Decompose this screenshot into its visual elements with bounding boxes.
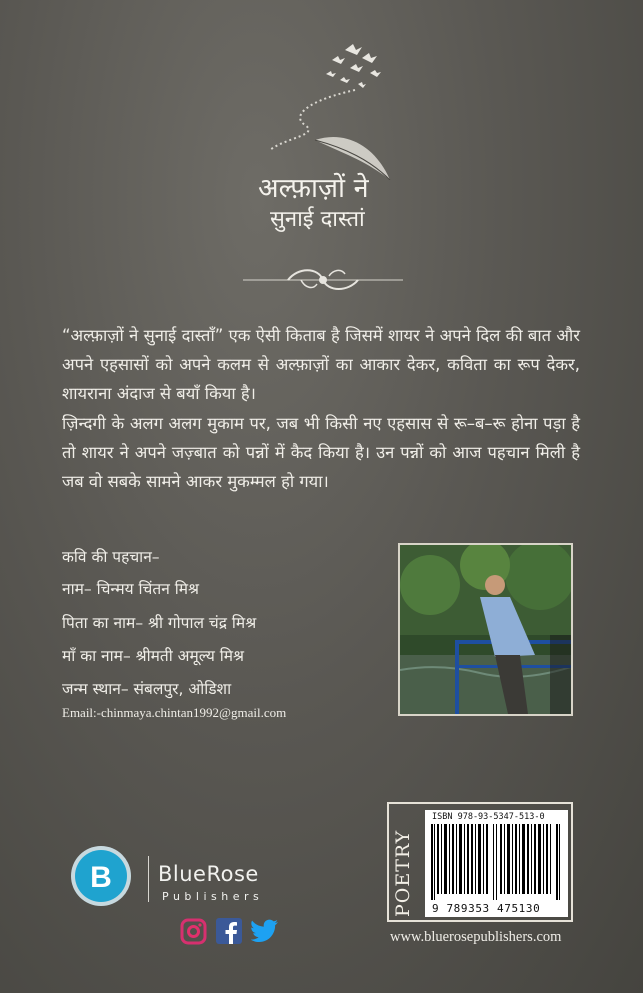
barcode-digits: 9 789353 475130 xyxy=(432,902,541,915)
barcode-bars xyxy=(431,824,562,900)
blurb-paragraph-1: “अल्फ़ाज़ों ने सुनाई दास्ताँ” एक ऐसी किताब है जिसमें शायर ने अपने दिल की बात और अपने एहसासों को अपने कलम से अल्फ़ाज़ों का आकार देकर, कविता का रूप देकर, शायराना अंदाज से बयाँ किया है। xyxy=(62,326,580,403)
poet-email: Email:-chinmaya.chintan1992@gmail.com xyxy=(62,705,287,720)
logo-letter: B xyxy=(90,861,112,894)
title-emblem xyxy=(250,40,400,180)
publisher-name: BlueRose xyxy=(158,862,259,886)
publisher-subtitle: Publishers xyxy=(162,890,264,903)
barcode xyxy=(425,810,568,917)
isbn-number: ISBN 978-93-5347-513-0 xyxy=(432,812,545,822)
ornamental-divider xyxy=(243,262,403,298)
poet-mother: माँ का नाम– श्रीमती अमूल्य मिश्र xyxy=(62,647,245,665)
birds-icon xyxy=(326,44,381,88)
poet-birthplace: जन्म स्थान– संबलपुर, ओडिशा xyxy=(62,680,232,698)
publisher-website: www.bluerosepublishers.com xyxy=(390,929,562,945)
genre-label: POETRY xyxy=(392,829,414,917)
blurb-paragraph-2: ज़िन्दगी के अलग अलग मुकाम पर, जब भी किसी नए एहसास से रू–ब–रू होना पड़ा है तो शायर ने अपने जज़्बात को पन्नों में कैद किया है। उन पन्नों को आज पहचान मिली है जब वो सबके सामने आकर मुकम्मल हो गया। xyxy=(62,414,580,491)
author-photo xyxy=(398,543,573,716)
poet-heading: कवि की पहचान– xyxy=(62,548,160,566)
twitter-icon[interactable] xyxy=(251,919,279,943)
logo-divider xyxy=(148,856,149,902)
instagram-icon[interactable] xyxy=(180,918,207,945)
publisher-logo-icon xyxy=(70,845,132,907)
book-title-line2: सुनाई दास्तां xyxy=(270,207,365,232)
book-title-line1: अल्फ़ाज़ों ने xyxy=(258,173,369,204)
poet-father: पिता का नाम– श्री गोपाल चंद्र मिश्र xyxy=(62,614,257,632)
facebook-icon[interactable] xyxy=(216,918,242,944)
poet-name: नाम– चिन्मय चिंतन मिश्र xyxy=(62,580,200,598)
